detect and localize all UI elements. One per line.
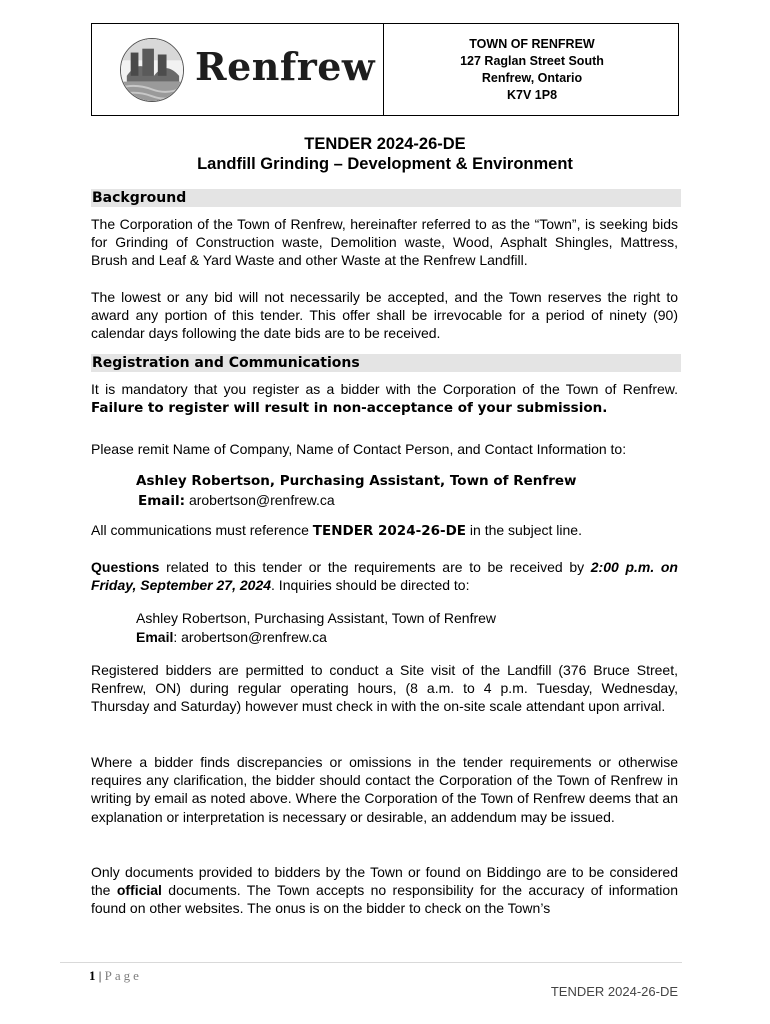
registration-paragraph-2: Please remit Name of Company, Name of Contact Person, and Contact Information to:	[91, 441, 627, 457]
background-paragraph-2: The lowest or any bid will not necessarily be accepted, and the Town reserves the right to award any portion of this tender. This offer shall be irrevocable for a period of ninety (90) calendar days following the date bids are to be received.	[91, 289, 678, 342]
reference-text-a: All communications must reference	[91, 522, 313, 538]
official-text-a: Only documents provided to bidders by the Town or found on Biddingo are to be considered the	[91, 864, 678, 899]
letterhead-box	[91, 23, 679, 116]
reference-tender-number: TENDER 2024-26-DE	[312, 523, 467, 539]
footer-tender-reference: TENDER 2024-26-DE	[550, 984, 678, 999]
address-line-3: Renfrew, Ontario	[481, 71, 583, 85]
address-line-4: K7V 1P8	[506, 88, 558, 102]
registration-paragraph-4	[91, 558, 678, 594]
registration-heading: Registration and Communications	[91, 354, 681, 372]
footer-rule	[60, 962, 682, 963]
tender-subject-title: Landfill Grinding – Development & Environment	[197, 155, 573, 173]
questions-label: Questions	[91, 559, 160, 575]
official-text-c: documents. The Town accepts no responsibility for the accuracy of information found on other websites. The onus is on the bidder to check on the Town’s	[91, 882, 678, 917]
official-documents-paragraph	[91, 863, 678, 918]
contact-2-email-label: Email	[136, 629, 174, 645]
questions-text: related to this tender or the requirements are to be received by	[159, 559, 591, 575]
address-line-1: TOWN OF RENFREW	[469, 37, 595, 51]
questions-deadline: 2:00 p.m. on Friday, September 27, 2024	[91, 559, 678, 594]
contact-1-name: Ashley Robertson, Purchasing Assistant, Town of Renfrew	[136, 473, 577, 489]
contact-1-email-line	[136, 491, 577, 511]
renfrew-bridge-logo-icon	[120, 38, 184, 102]
site-visit-paragraph: Registered bidders are permitted to conduct a Site visit of the Landfill (376 Bruce Street, Renfrew, ON) during regular operating hours, (8 a.m. to 4 p.m. Tuesday, Wednesday, Thursday and Saturday) however must check in with the on-site scale attendant upon arrival.	[91, 662, 678, 715]
page-number-value: 1	[89, 968, 96, 983]
contact-2-email: : arobertson@renfrew.ca	[173, 629, 327, 645]
contact-2-name: Ashley Robertson, Purchasing Assistant, Town of Renfrew	[136, 610, 497, 626]
background-heading: Background	[91, 189, 681, 207]
registration-text: It is mandatory that you register as a bidder with the Corporation of the Town of Renfrew.	[91, 381, 678, 397]
registration-warning: Failure to register will result in non-acceptance of your submission.	[91, 400, 608, 417]
tender-number-title: TENDER 2024-26-DE	[304, 135, 466, 153]
registration-paragraph-3	[91, 521, 678, 540]
contact-block-1	[136, 472, 577, 511]
contact-1-email: arobertson@renfrew.ca	[185, 492, 335, 508]
page-word: Page	[104, 968, 142, 983]
discrepancies-paragraph: Where a bidder finds discrepancies or omissions in the tender requirements or otherwise requires any clarification, the bidder should contact the Corporation of the Town of Renfrew in writing by email as noted above. Where the Corporation of the Town of Renfrew deems that an explanation or interpretation is necessary or desirable, an addendum may be issued.	[91, 754, 678, 825]
address-line-2: 127 Raglan Street South	[460, 54, 604, 68]
questions-text-end: . Inquiries should be directed to:	[271, 577, 470, 594]
registration-paragraph-1	[91, 380, 678, 417]
contact-2-email-line	[136, 628, 496, 647]
official-word: official	[116, 882, 162, 899]
contact-block-2	[136, 609, 496, 647]
contact-1-email-label: Email:	[138, 493, 186, 509]
page-number	[89, 968, 142, 984]
background-paragraph-1: The Corporation of the Town of Renfrew, hereinafter referred to as the “Town”, is seeking bids for Grinding of Construction waste, Demolition waste, Wood, Asphalt Shingles, Mattress, Brush and Leaf & Yard Waste and other Waste at the Renfrew Landfill.	[91, 216, 678, 269]
page-separator: |	[95, 968, 105, 983]
reference-text-c: in the subject line.	[466, 522, 582, 538]
renfrew-wordmark: Renfrew	[195, 44, 376, 89]
town-address	[384, 36, 680, 104]
